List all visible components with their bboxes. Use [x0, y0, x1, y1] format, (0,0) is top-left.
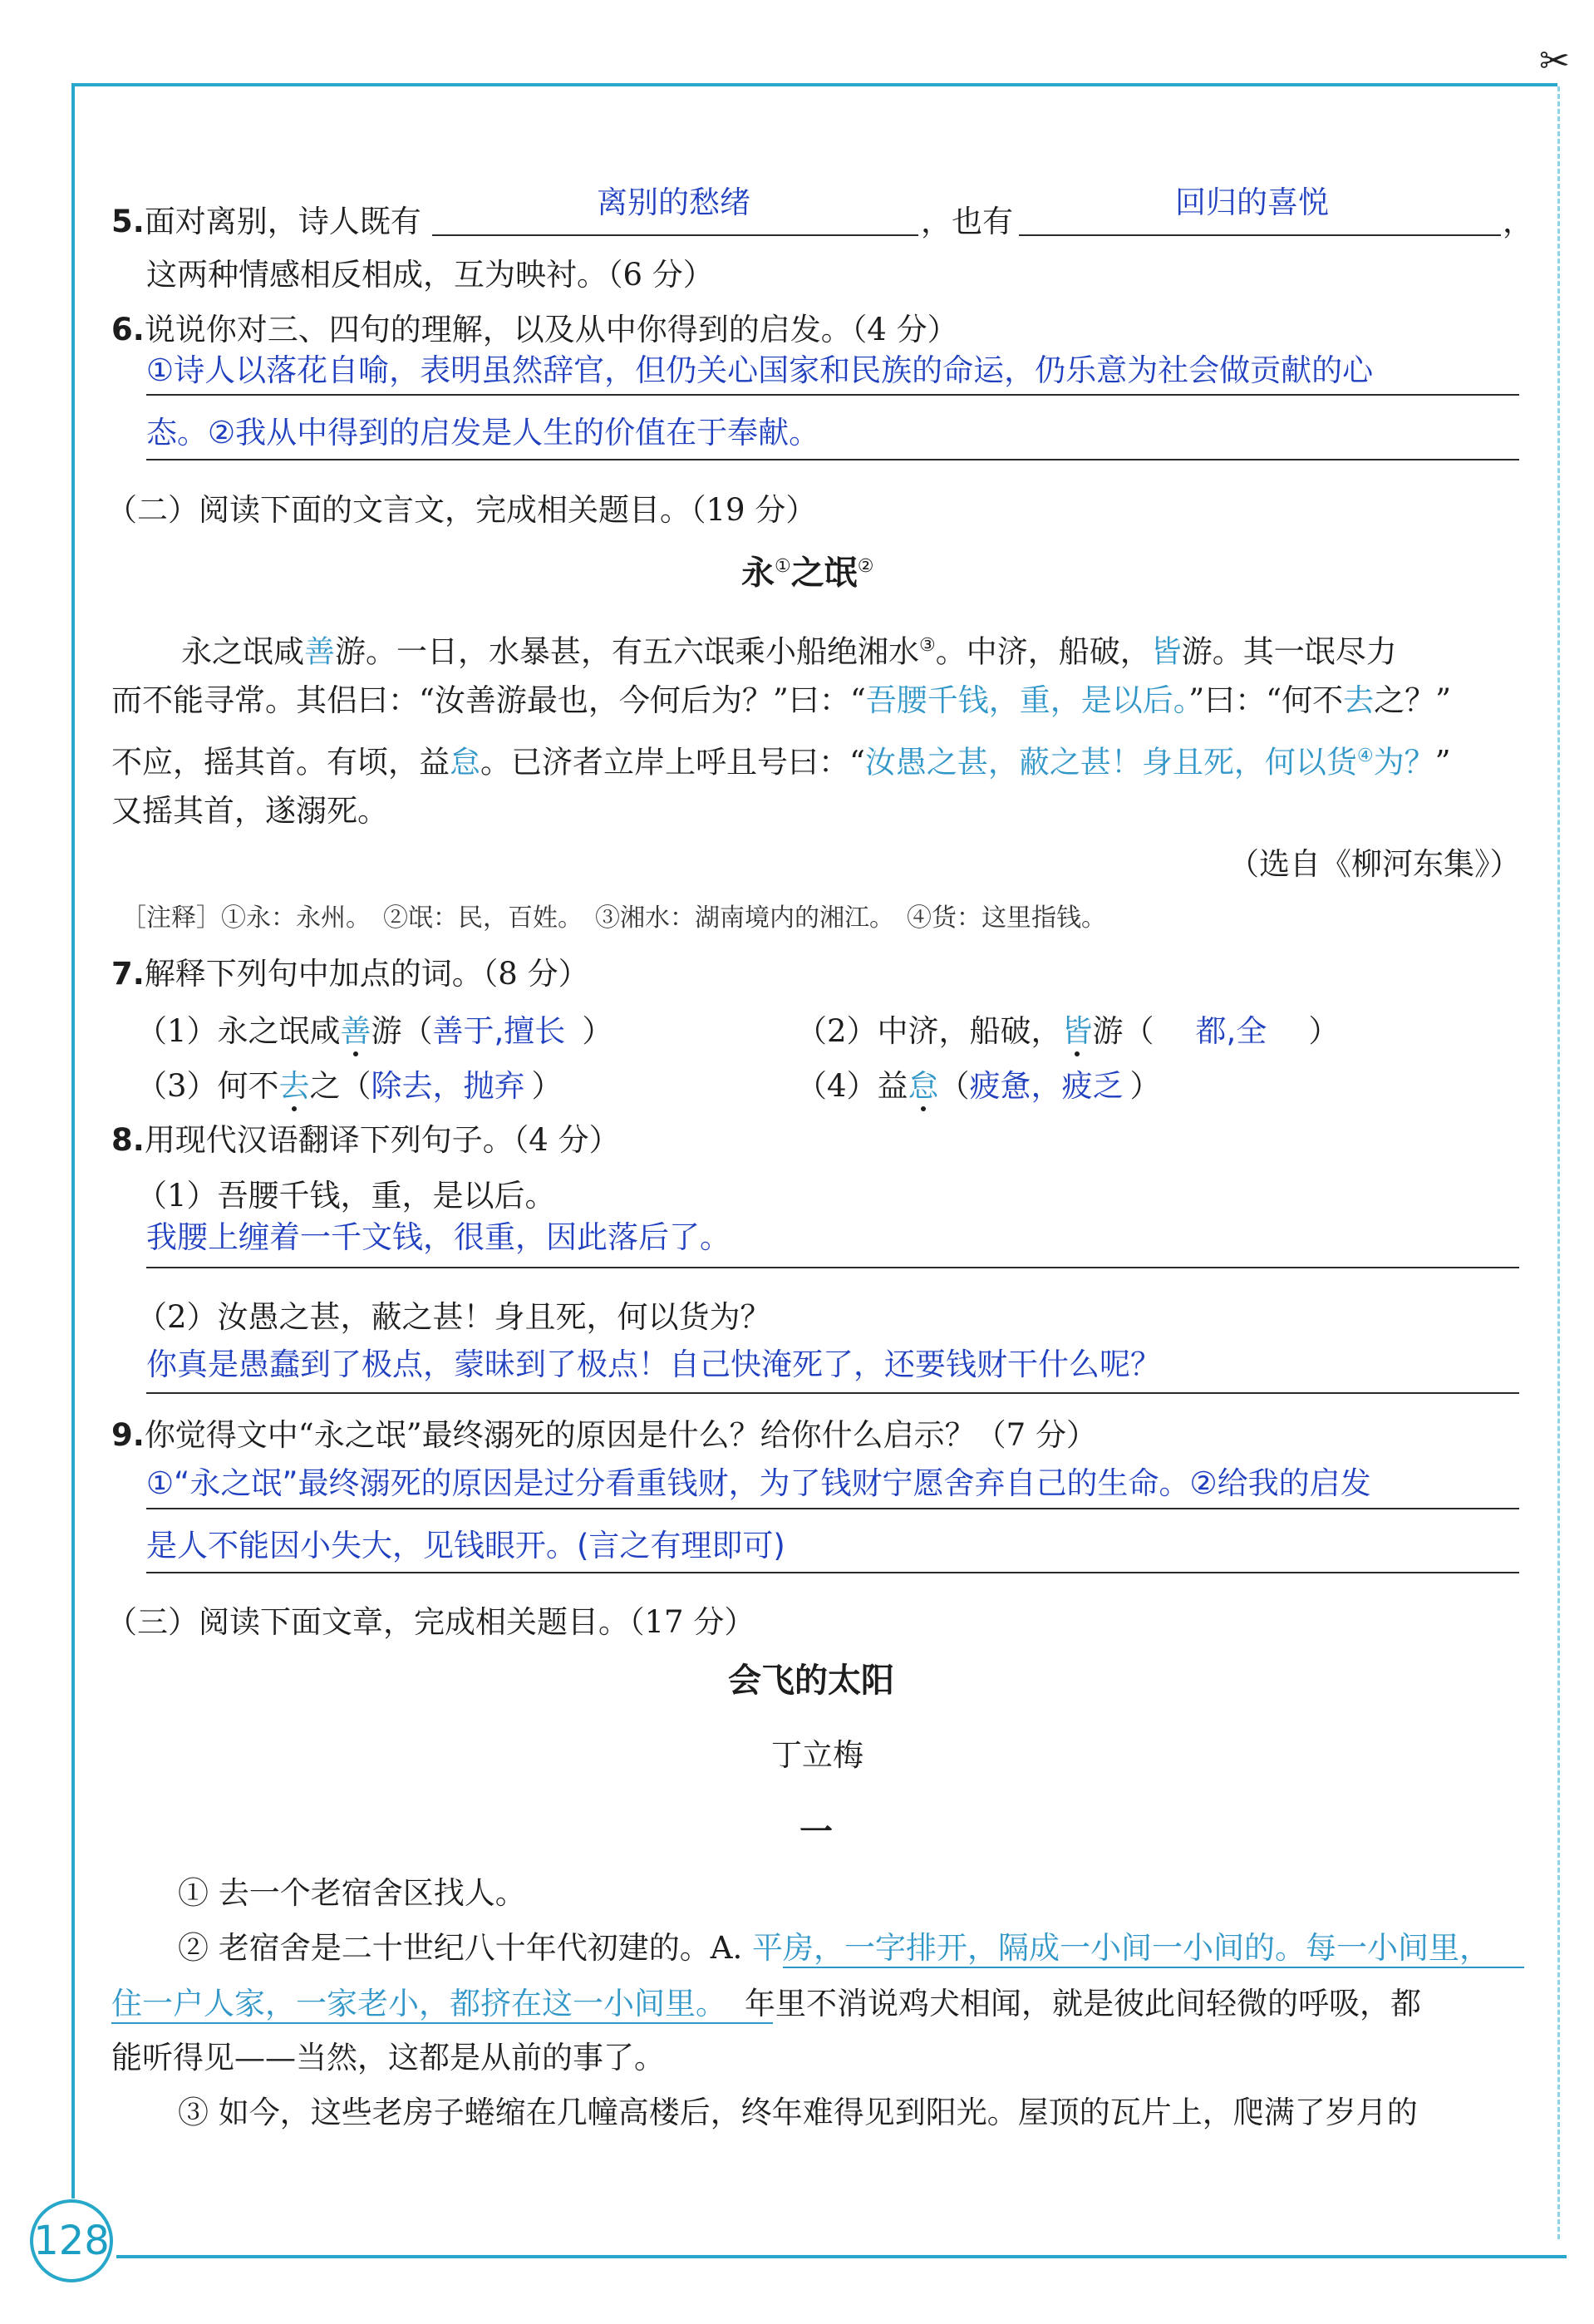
q6-answer-line1: ①诗人以落花自喻，表明虽然辞官，但仍关心国家和民族的命运，仍乐意为社会做贡献的心 [146, 352, 1374, 388]
q8-rule-1 [146, 1267, 1519, 1268]
q9-answer-line1: ①“永之氓”最终溺死的原因是过分看重钱财，为了钱财宁愿舍弃自己的生命。②给我的启发 [146, 1465, 1371, 1501]
article-para-2-line1: ② 老宿舍是二十世纪八十年代初建的。A. 平房，一字排开，隔成一小间一小间的。每一小间里， [178, 1930, 1491, 1966]
source-citation: （选自《柳河东集》） [1228, 846, 1521, 882]
q7-item-3: （3）何不去之（除去，抛弃 ） [136, 1068, 563, 1104]
cut-line [1557, 86, 1560, 2239]
highlight-underline-1 [783, 1967, 1524, 1968]
q8-answer-2: 你真是愚蠢到了极点，蒙昧到了极点！自己快淹死了，还要钱财干什么呢？ [146, 1347, 1161, 1382]
q6-rule-1 [146, 394, 1519, 396]
q8-question: 8.用现代汉语翻译下列句子。（4 分） [111, 1122, 620, 1158]
q9-rule-1 [146, 1508, 1519, 1509]
q7-item-4: （4）益怠（疲惫，疲乏 ） [796, 1068, 1161, 1104]
q5-blank-2 [1019, 234, 1501, 236]
q5-answer-1: 离别的愁绪 [597, 185, 750, 220]
article-para-1: ① 去一个老宿舍区找人。 [178, 1875, 526, 1911]
q6-answer-line2: 态。②我从中得到的启发是人生的价值在于奉献。 [146, 415, 820, 451]
section2-heading: （二）阅读下面的文言文，完成相关题目。（19 分） [106, 492, 817, 528]
q8-rule-2 [146, 1392, 1519, 1394]
q6-rule-2 [146, 459, 1519, 460]
q5-line1: 5.面对离别，诗人既有 [111, 204, 421, 239]
page-frame-bottom [116, 2255, 1567, 2258]
article-author: 丁立梅 [771, 1737, 863, 1773]
q5-answer-2: 回归的喜悦 [1175, 185, 1329, 220]
q5-line2: 这两种情感相反相成，互为映衬。（6 分） [146, 257, 714, 293]
q8-sentence-1: （1）吾腰千钱，重，是以后。 [136, 1178, 556, 1214]
annotations: ［注释］①永：永州。 ②氓：民，百姓。 ③湘水：湖南境内的湘江。 ④货：这里指钱。 [121, 904, 1106, 933]
q8-answer-1: 我腰上缠着一千文钱，很重，因此落后了。 [146, 1219, 731, 1255]
q8-sentence-2: （2）汝愚之甚，蔽之甚！身且死，何以货为？ [136, 1299, 771, 1335]
q9-question: 9.你觉得文中“永之氓”最终溺死的原因是什么？给你什么启示？（7 分） [111, 1417, 1097, 1453]
article-part-number: 一 [799, 1813, 833, 1851]
q5-mid: ，也有 [921, 204, 1013, 239]
classical-text-line1: 永之氓咸善游。一日，水暴甚，有五六氓乘小船绝湘水③。中济，船破，皆游。其一氓尽力 [181, 633, 1397, 670]
page-frame-left [71, 83, 75, 2198]
article-para-3: ③ 如今，这些老房子蜷缩在几幢高楼后，终年难得见到阳光。屋顶的瓦片上，爬满了岁月的 [178, 2095, 1418, 2130]
classical-text-line3: 不应，摇其首。有顷，益怠。已济者立岸上呼且号曰：“汝愚之甚，蔽之甚！身且死，何以货④为？” [111, 744, 1451, 780]
q5-blank-1 [432, 234, 918, 236]
q7-question: 7.解释下列句中加点的词。（8 分） [111, 956, 589, 992]
page-number: 128 [30, 2199, 113, 2282]
page-frame-top [71, 83, 1557, 86]
q5-comma: ， [1503, 204, 1533, 239]
section3-title: 会飞的太阳 [728, 1662, 894, 1700]
scissors-icon: ✂ [1539, 40, 1570, 82]
highlight-underline-2 [111, 2022, 773, 2024]
q6-question: 6.说说你对三、四句的理解，以及从中你得到的启发。（4 分） [111, 312, 958, 347]
article-para-2-line2: 住一户人家，一家老小，都挤在这一小间里。 年里不消说鸡犬相闻，就是彼此间轻微的呼吸，都 [111, 1986, 1421, 2021]
q9-answer-line2: 是人不能因小失大，见钱眼开。(言之有理即可) [146, 1528, 785, 1563]
q7-item-1: （1）永之氓咸善游（善于,擅长 ） [136, 1013, 613, 1049]
classical-text-line4: 又摇其首，遂溺死。 [111, 793, 388, 829]
section3-heading: （三）阅读下面文章，完成相关题目。（17 分） [106, 1604, 755, 1640]
q7-item-2: （2）中济，船破，皆游（ 都,全 ） [796, 1013, 1340, 1049]
section2-title: 永①之氓② [741, 554, 874, 593]
article-para-2-line3: 能听得见——当然，这都是从前的事了。 [111, 2040, 665, 2075]
classical-text-line2: 而不能寻常。其侣曰：“汝善游最也，今何后为？”曰：“吾腰千钱，重，是以后。”曰：“何不去之？” [111, 682, 1452, 718]
q9-rule-2 [146, 1572, 1519, 1573]
